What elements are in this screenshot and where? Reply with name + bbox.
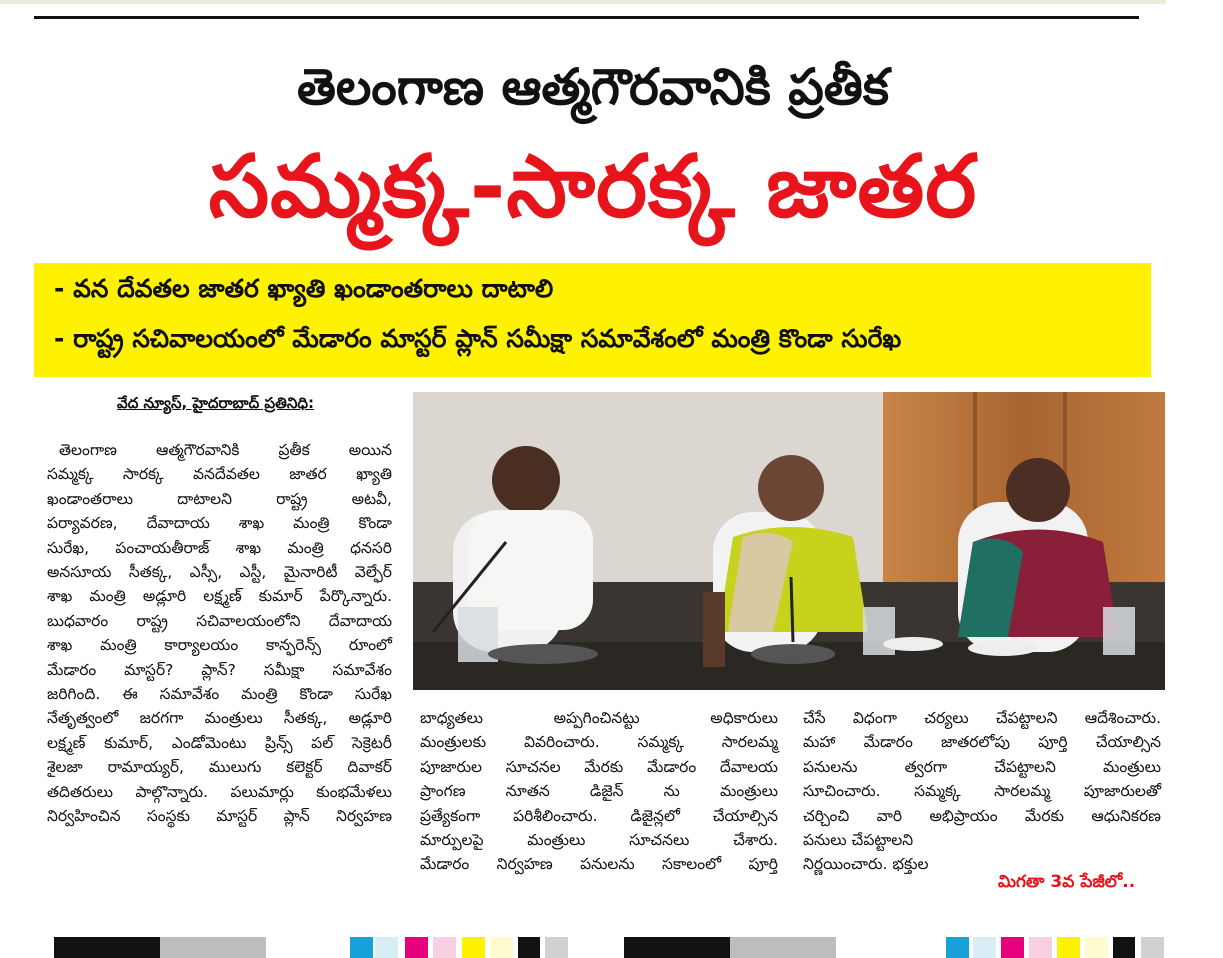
highlight-1: - వన దేవతల జాతర ఖ్యాతి ఖండాంతరాలు దాటాలి [54,274,554,303]
byline: వేద న్యూస్, హైదరాబాద్ ప్రతినిధి: [117,394,314,412]
registration-swatch [518,937,540,958]
registration-swatch [405,937,428,958]
registration-swatch [946,937,969,958]
registration-bar [730,937,836,958]
registration-swatch [1113,937,1135,958]
text-line: పూజారుల సూచనల మేరకు మేడారం దేవాలయ [420,757,778,776]
text-line: శైలజా రామాయ్యర్, ములుగు కలెక్టర్ దివాకర్ [47,758,392,777]
text-line: మహా మేడారం జాతరలోపు పూర్తి చేయాల్సిన [803,733,1161,752]
text-line: ప్రత్యేకంగా పరిశీలించారు. డిజైన్లలో చేయాల్సిన [420,806,778,825]
meeting-photo-illustration [413,392,1165,690]
text-line: చేసే విధంగా చర్యలు చేపట్టాలని ఆదేశించారు. [803,709,1161,727]
text-line: తెలంగాణ ఆత్మగౌరవానికి ప్రతీక అయిన [59,441,392,459]
header-rule [34,16,1139,19]
article-column-2 [420,706,778,877]
main-headline: సమ్మక్క-సారక్క జాతర [208,137,978,237]
text-line: తదితరులు పాల్గొన్నారు. పలుమార్లు కుంభమేళలు [47,782,392,801]
text-line: మంత్రులకు వివరించారు. సమ్మక్క సారలమ్మ [420,733,778,752]
registration-swatch [375,937,398,958]
text-line: సూచించారు. సమ్మక్క సారలమ్మ పూజారులతో [803,782,1161,801]
registration-swatch [1001,937,1024,958]
text-line: సురేఖ, పంచాయతీరాజ్ శాఖ మంత్రి ధనసరి [47,538,392,557]
text-line: పనులను త్వరగా చేపట్టాలని మంత్రులు [803,757,1161,776]
text-line: పనులు చేపట్టాలని [803,831,914,850]
article-column-1 [47,438,392,829]
text-line: అనసూయ సీతక్క, ఎస్సీ, ఎస్టీ, మైనారిటీ వెల్ఫేర్ [47,563,392,582]
registration-swatch [1057,937,1080,958]
text-line: ఖండాంతరాలు దాటాలని రాష్ట్ర అటవీ, [47,489,392,508]
registration-swatch [462,937,485,958]
registration-swatch [1141,937,1164,958]
registration-swatch [973,937,996,958]
registration-bar [624,937,730,958]
registration-swatch [545,937,568,958]
text-line: బుధవారం రాష్ట్ర సచివాలయంలోని దేవాదాయ [47,611,392,630]
registration-swatch [1085,937,1108,958]
text-line: నిర్వహించిన సంస్థకు మాస్టర్ ప్లాన్ నిర్వహణ [47,807,392,826]
registration-swatch [350,937,373,958]
registration-bar [54,937,160,958]
registration-swatch [433,937,456,958]
text-line: ప్రాంగణ నూతన డిజైన్ ను మంత్రులు [420,782,778,801]
registration-swatch [490,937,513,958]
text-line: చర్చించి వారి అభిప్రాయం మేరకు ఆధునికరణ [803,806,1161,825]
text-line: శాఖ మంత్రి కార్యాలయం కాన్ఫరెన్స్ రూంలో [47,636,392,655]
text-line: జరిగింది. ఈ సమావేశం మంత్రి కొండా సురేఖ [47,685,392,704]
registration-bar [160,937,266,958]
continued-notice: మిగతా 3వ పేజీలో.. [998,872,1136,892]
text-line: సమ్మక్క సారక్క వనదేవతల జాతర ఖ్యాతి [47,465,392,484]
text-line: శాఖ మంత్రి అడ్లూరి లక్ష్మణ్ కుమార్ పేర్కొన్నారు. [47,587,392,606]
kicker-headline: తెలంగాణ ఆత్మగౌరవానికి ప్రతీక [297,58,889,116]
text-line: బాధ్యతలు అప్పగించినట్టు అధికారులు [420,709,778,727]
text-line: మార్పులపై మంత్రులు సూచనలు చేశారు. [420,831,778,850]
highlight-2: - రాష్ట్ర సచివాలయంలో మేడారం మాస్టర్ ప్లాన్ సమీక్షా సమావేశంలో మంత్రి కొండా సురేఖ [54,324,902,353]
text-line: పర్యావరణ, దేవాదాయ శాఖ మంత్రి కొండా [47,514,392,533]
registration-swatch [1029,937,1052,958]
article-column-3 [803,706,1161,877]
text-line: నిర్ణయించారు. భక్తుల [803,855,929,874]
text-line: లక్ష్మణ్ కుమార్, ఎండోమెంటు ప్రిన్స్ పల్ సెక్రెటరీ [47,733,392,752]
text-line: మేడారం మాస్టర్? ప్లాన్? సమీక్షా సమావేశం [47,660,392,679]
meeting-photo [413,392,1165,690]
highlights-box [34,263,1151,377]
top-strip [0,0,1166,4]
text-line: మేడారం నిర్వహణ పనులను సకాలంలో పూర్తి [420,855,778,874]
text-line: నేతృత్వంలో జరగగా మంత్రులు సీతక్క, అడ్లూరి [47,709,392,728]
